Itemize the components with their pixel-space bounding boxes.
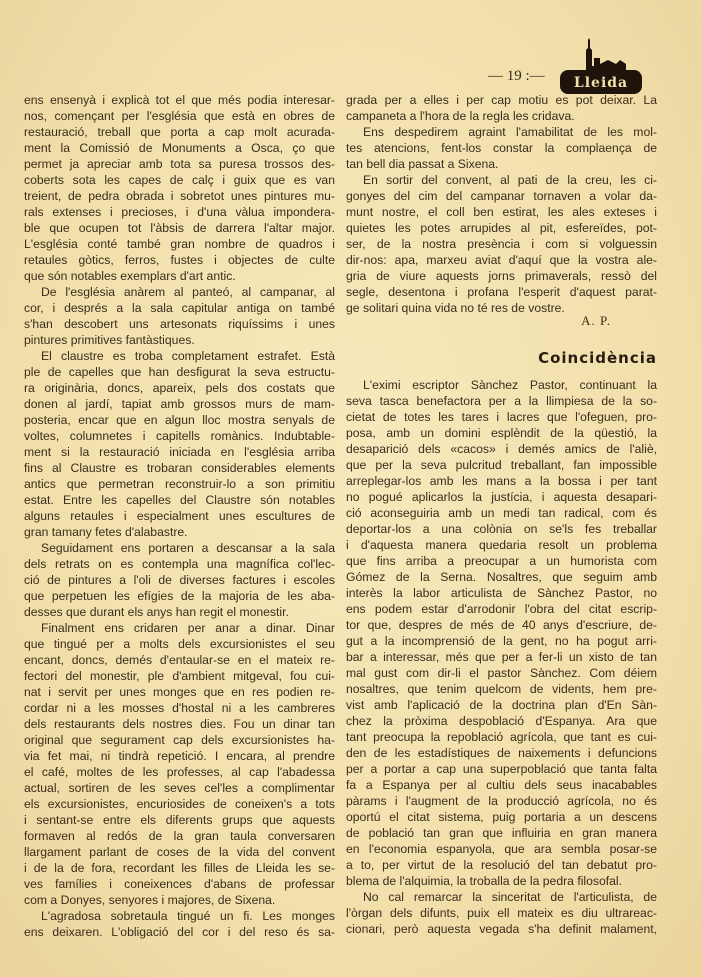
text-line: retaules gòtics, ferros, fustes i objectes de culte — [24, 253, 335, 267]
paragraph — [24, 348, 335, 540]
text-line: segle, desentona i profana l'esperit d'aquest parat- — [346, 285, 657, 299]
text-line: ser, de la nostra presència i com si volguessin — [346, 237, 657, 251]
paragraph — [346, 124, 657, 172]
text-line: restauració, treball que porta a cap molt acurada- — [24, 125, 335, 139]
paragraph — [346, 377, 657, 889]
text-line: antics que permetran reconstruir-lo a son primitiu — [24, 477, 335, 491]
text-line: dels retrats on es contempla una magnífica col'lec- — [24, 557, 335, 571]
text-line: posa, amb un domini esplèndit de la qüestió, la — [346, 426, 657, 440]
text-line: coberts sota les capes de calç i guix que es van — [24, 173, 335, 187]
text-line: tan bell dia passat a Sixena. — [346, 157, 499, 171]
text-line: que fins arriba a preocupar a un humorista com — [346, 554, 657, 568]
text-line: ens podem estar d'arrodonir l'obra del citat escrip- — [346, 602, 657, 616]
text-line: actual, sortiren de les seves cel'les a complimentar — [24, 781, 335, 795]
page-number: — 19 :— — [488, 68, 545, 84]
text-line: cietat de totes les tares i lacres que l'ofeguen, pro- — [346, 410, 657, 424]
paragraph — [24, 284, 335, 348]
text-line: De l'església anàrem al panteó, al campanar, al — [41, 285, 335, 299]
text-line: En sortir del convent, al pati de la creu, les ci- — [363, 173, 657, 187]
text-line: fectori del monestir, ple d'ambient mitgeval, fou cui- — [24, 669, 335, 683]
text-line: original que segurament cap dels excursionistes ha- — [24, 733, 335, 747]
text-line: ves famílies i coneixences d'abans de professar — [24, 877, 335, 891]
text-line: pintures primitives fantàstiques. — [24, 333, 195, 347]
text-line: ció de pintures a l'oli de diverses factures i escoles — [24, 573, 335, 587]
text-line: dels restaurants dels nostres dies. Fou un dinar tan — [24, 717, 335, 731]
text-line: estat. Entre les capelles del Claustre són notables — [24, 493, 335, 507]
text-line: ge solitari quina vida no té res de vostre. — [346, 301, 565, 315]
paragraph — [346, 92, 657, 124]
text-line: fa a Espanya per al cultiu dels seus inacabables — [346, 778, 657, 792]
text-line: permet ja apreciar amb tota sa puresa trossos des- — [24, 157, 335, 171]
paragraph — [24, 620, 335, 908]
text-line: que per la seva pulcritud treballant, fan impossible — [346, 458, 657, 472]
text-line: arreplegar-los amb les mans a la bossa i per tant — [346, 474, 657, 488]
paragraph — [24, 92, 335, 284]
paragraph — [346, 889, 657, 937]
text-line: gonyes del cim del campanar tornaven a volar da- — [346, 189, 657, 203]
text-line: ens ensenyà i explicà tot el que més podia interesar- — [24, 93, 335, 107]
text-line: posteria, encar que en algun lloc mostra senyals de — [24, 413, 335, 427]
text-line: en l'economia espanyola, que ara sembla posar-se — [346, 842, 657, 856]
text-line: ment la Comissió de Monuments a Osca, ço que — [24, 141, 335, 155]
text-line: no pogué aplicarlos la justícia, i aquesta desapari- — [346, 490, 657, 504]
text-line: ple de capelles que han desfigurat la seva estructu- — [24, 365, 335, 379]
text-line: s'han descobert uns artesonats riquíssims i unes — [24, 317, 335, 331]
text-line: donen al jardí, tapiat amb grossos murs de mam- — [24, 397, 335, 411]
text-line: No cal remarcar la sinceritat de l'articulista, de — [363, 890, 657, 904]
text-line: seva tasca benefactora per a la llimpiesa de la so- — [346, 394, 657, 408]
text-line: treient, de pedra obrada i sobretot unes pintures mu- — [24, 189, 335, 203]
text-line: llargament parlant de coses de la vida del convent — [24, 845, 335, 859]
text-line: els excursionistes, encuriosides de coneixen's a tots — [24, 797, 335, 811]
text-line: nosaltres, que tenim quelcom de vidents, hem pre- — [346, 682, 657, 696]
text-line: pàrams i l'augment de la producció agrícola, no és — [346, 794, 657, 808]
text-line: munt nostre, el coll ben estirat, les ales exteses i — [346, 205, 657, 219]
text-line: bar a interessar, més que per a fer-li un xisto de tan — [346, 650, 657, 664]
text-line: Ens despedirem agraint l'amabilitat de les mol- — [363, 125, 657, 139]
author-signature: A. P. — [581, 313, 611, 328]
text-line: rals extenses i precioses, i d'una vàlua impondera- — [24, 205, 335, 219]
text-line: ra originària, doncs, apareix, pels dos costats que — [24, 381, 335, 395]
svg-text:Lleida: Lleida — [573, 75, 629, 91]
text-line: el café, moltes de les professes, al cap l'abadessa — [24, 765, 335, 779]
text-line: vist amb l'aplicació de la doctrina plan d'En Sàn- — [346, 698, 657, 712]
text-line: desses que durant els anys han regit el monestir. — [24, 605, 289, 619]
text-line: encant, doncs, demés d'entaular-se en el mateix re- — [24, 653, 335, 667]
text-line: que tingué per a molts dels excursionistes el seu — [24, 637, 335, 651]
text-line: tes atencions, fent-los constar la complaença de — [346, 141, 657, 155]
text-line: Finalment ens cridaren per anar a dinar. Dinar — [41, 621, 335, 635]
text-line: deportar-los a una colònia on se'ls fes treballar — [346, 522, 657, 536]
text-line: que perpetuen les efígies de la majoria de les aba- — [24, 589, 335, 603]
text-line: fins al Claustre es trobaran considerables elements — [24, 461, 335, 475]
text-line: L'eximi escriptor Sànchez Pastor, continuant la — [363, 378, 657, 392]
text-line: de població tan gran que influiria en gran manera — [346, 826, 657, 840]
text-line: dir-nos: apa, marxeu aviat d'aquí que la vostra ale- — [346, 253, 657, 267]
text-line: ble que ocupen tot l'àbsis de darrera l'altar major. — [24, 221, 335, 235]
text-line: cordar ni a les mosses d'hostal ni a les cambreres — [24, 701, 335, 715]
text-line: campaneta a l'hora de la regla les cridava. — [346, 109, 575, 123]
article-title: Coincidència — [538, 349, 657, 367]
text-line: nat i servit per unes monges que en res podien re- — [24, 685, 335, 699]
text-line: nos, començant per l'església que està en obres de — [24, 109, 335, 123]
text-line: grada per a elles i per cap motiu es pot deixar. La — [346, 93, 657, 107]
text-line: cionari, però aquesta vegada s'ha definit malament, — [346, 922, 657, 936]
text-line: L'agradosa sobretaula tingué un fi. Les monges — [41, 909, 335, 923]
text-line: ment si la restauració iniciada en l'església arriba — [24, 445, 335, 459]
text-line: ció aconseguiria amb un medi tan radical, com és — [346, 506, 657, 520]
paragraph — [24, 540, 335, 620]
text-line: mal gust com dir-li el pastor Sànchez. Com déiem — [346, 666, 657, 680]
text-line: a to, per virtut de la resolució del tan debatut pro- — [346, 858, 657, 872]
text-line: per a portar a cap una superpoblació que tanta falta — [346, 762, 657, 776]
text-line: gria de viure aquests jorns primaverals, ressò del — [346, 269, 657, 283]
text-line: interès la labor articulista de Sànchez Pastor, no — [346, 586, 657, 600]
lleida-logo — [558, 36, 644, 98]
text-line: L'església conté també gran nombre de quadros i — [24, 237, 335, 251]
text-line: i sentant-se entre els diferents grups que aquests — [24, 813, 335, 827]
paragraph — [24, 908, 335, 940]
text-line: i d'aquesta manera quedaria resolt un problema — [346, 538, 657, 552]
text-line: chez la pròxima despoblació d'Espanya. Ara que — [346, 714, 657, 728]
text-line: ens deixaren. L'obligació del cor i del reso és sa- — [24, 925, 335, 939]
text-line: gut a la incomprensió de la gent, no ha pogut arri- — [346, 634, 657, 648]
text-line: i de la de fora, recordant les filles de Lleida les se- — [24, 861, 335, 875]
paragraph — [346, 172, 657, 316]
text-line: tant preocupa la repoblació agrícola, que tant es cui- — [346, 730, 657, 744]
article-body — [346, 377, 657, 937]
text-line: via fet mai, ni tindrà repetició. I encara, al prendre — [24, 749, 335, 763]
text-line: desaparició dels «cacos» i demés amics de l'aliè, — [346, 442, 657, 456]
text-line: den de les estadístiques de naixements i defuncions — [346, 746, 657, 760]
text-line: voltes, columnetes i capitells romànics. Indubtable- — [24, 429, 335, 443]
text-line: oportú el citat sistema, puig portaria a un descens — [346, 810, 657, 824]
text-line: gran tamany fetes d'alabastre. — [24, 525, 188, 539]
text-line: cor, i després a la sala capitular antiga on també — [24, 301, 335, 315]
text-line: Seguidament ens portaren a descansar a la sala — [41, 541, 335, 555]
text-line: com a Donyes, senyores i majores, de Sixena. — [24, 893, 276, 907]
text-line: que són notables exemplars d'art antic. — [24, 269, 236, 283]
text-line: tor que, despres de més de 40 anys d'escriure, de- — [346, 618, 657, 632]
text-line: formaven al redós de la gran taula conversaren — [24, 829, 335, 843]
text-line: El claustre es troba completament estrafet. Està — [41, 349, 335, 363]
text-line: Gómez de la Serna. Nosaltres, que seguim amb — [346, 570, 657, 584]
right-column — [346, 92, 657, 316]
text-line: quietes les potes arrupides al pit, esfereïdes, pot- — [346, 221, 657, 235]
text-line: blema de l'alquimia, la troballa de la pedra filosofal. — [346, 874, 623, 888]
left-column — [24, 92, 335, 940]
text-line: l'òrgan dels difunts, puix ell mateix es diu ultrareac- — [346, 906, 657, 920]
text-line: alguns retaules i especialment unes escultures de — [24, 509, 335, 523]
